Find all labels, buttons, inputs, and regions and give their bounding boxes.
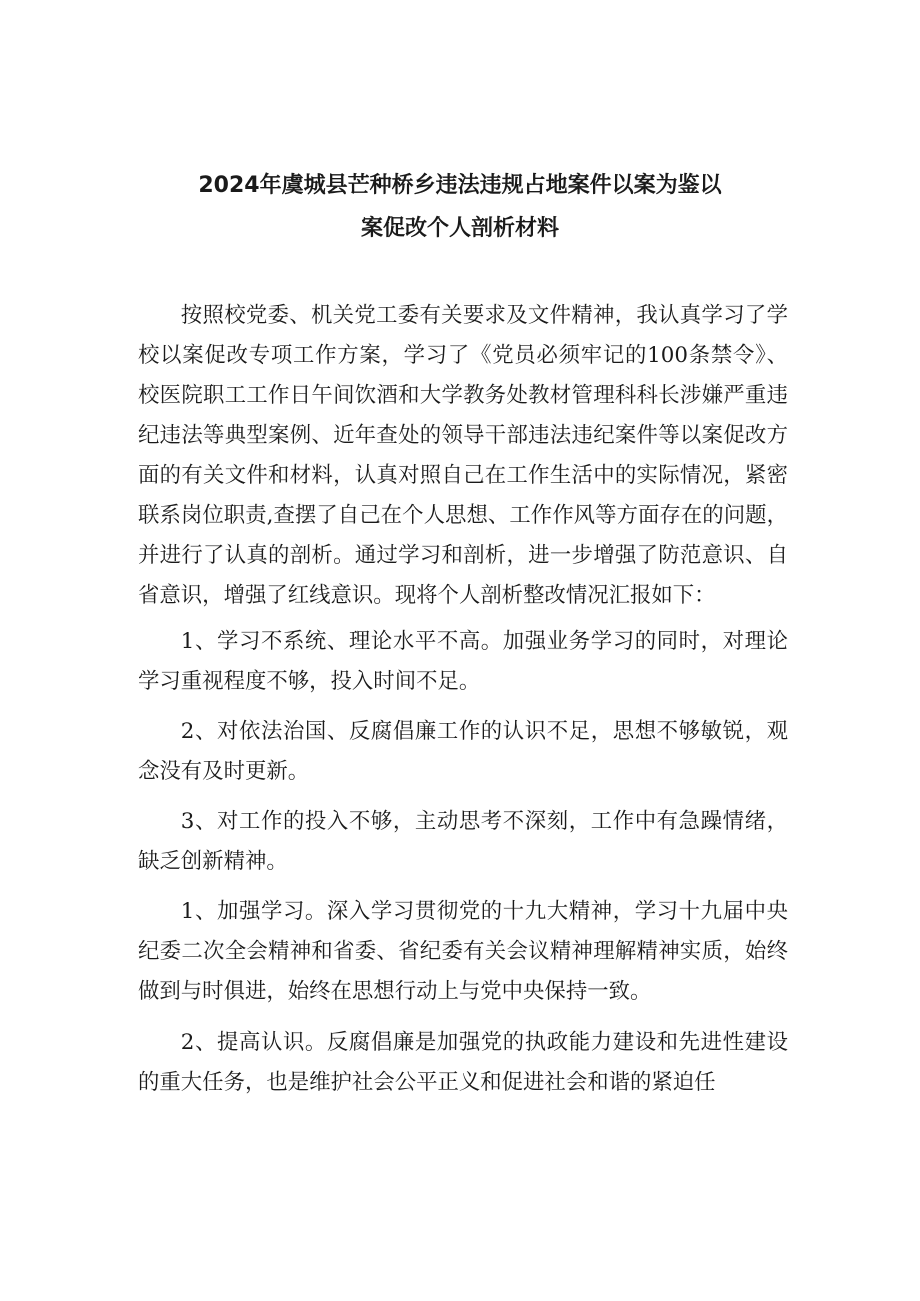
paragraph-problem-1: 1、学习不系统、理论水平不高。加强业务学习的同时，对理论学习重视程度不够，投入时间不足。 xyxy=(138,629,788,694)
document-body xyxy=(138,296,788,1113)
paragraph-measure-2: 2、提高认识。反腐倡廉是加强党的执政能力建设和先进性建设的重大任务，也是维护社会公平正义和促进社会和谐的紧迫任 xyxy=(138,1030,788,1095)
document-title-line-1: 2024年虞城县芒种桥乡违法违规占地案件以案为鉴以 xyxy=(198,173,722,198)
paragraph-measure-1: 1、加强学习。深入学习贯彻党的十九大精神，学习十九届中央纪委二次全会精神和省委、省纪委有关会议精神理解精神实质，始终做到与时俱进，始终在思想行动上与党中央保持一致。 xyxy=(138,899,788,1004)
paragraph-problem-3: 3、对工作的投入不够，主动思考不深刻，工作中有急躁情绪，缺乏创新精神。 xyxy=(138,809,788,874)
paragraph-intro: 按照校党委、机关党工委有关要求及文件精神，我认真学习了学校以案促改专项工作方案，学习了《党员必须牢记的100条禁令》、校医院职工工作日午间饮酒和大学教务处教材管理科科长涉嫌严重违纪违法等典型案例、近年查处的领导干部违法违纪案件等以案促改方面的有关文件和材料，认真对照自己在工作生活中的实际情况，紧密联系岗位职责,查摆了自己在个人思想、工作作风等方面存在的问题，并进行了认真的剖析。通过学习和剖析，进一步增强了防范意识、自省意识，增强了红线意识。现将个人剖析整改情况汇报如下： xyxy=(138,303,788,608)
document-title-line-2: 案促改个人剖析材料 xyxy=(360,216,559,241)
paragraph-problem-2: 2、对依法治国、反腐倡廉工作的认识不足，思想不够敏锐，观念没有及时更新。 xyxy=(138,719,788,784)
